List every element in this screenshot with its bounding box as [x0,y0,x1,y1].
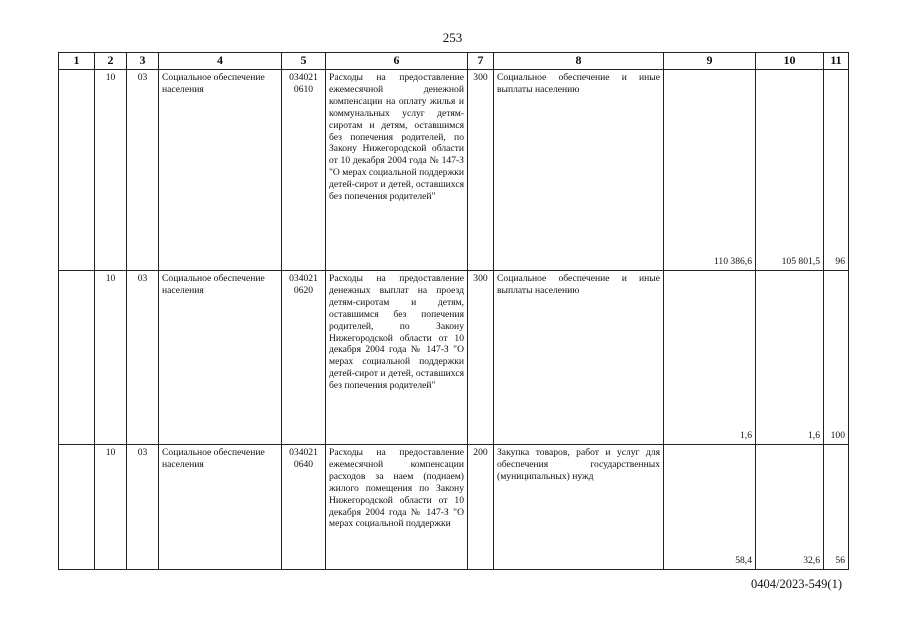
cell-percent: 56 [824,445,849,570]
cell-expense-code: 300 [468,70,494,271]
header-col-10: 10 [756,53,824,70]
cell-col-1 [59,70,95,271]
cell-target-name-text: Расходы на предоставление ежемесячной компенсации расходов за наем (поднаем) жилого помещения по Закону Нижегородской области от 10 декабря 2004 года № 147-З "О мерах социальной поддержки [329,447,464,530]
cell-section-name: Социальное обеспечение населения [159,70,282,271]
header-col-5: 5 [282,53,326,70]
header-col-8: 8 [494,53,664,70]
cell-actual-amount: 1,6 [756,271,824,445]
cell-target-name: Расходы на предоставление денежных выплат на проезд детям-сиротам и детям, оставшимся без попечения родителей, по Закону Нижегородской области от 10 декабря 2004 года № 147-З "О мерах социальной поддержки детей-сирот и детей, оставшихся без попечения родителей" [326,271,468,445]
page-number: 253 [442,30,463,45]
table-row [59,70,849,271]
cell-planned-amount: 1,6 [664,271,756,445]
cell-subsection: 03 [127,70,159,271]
cell-expense-code: 200 [468,445,494,570]
cell-planned-amount: 58,4 [664,445,756,570]
cell-subsection: 03 [127,445,159,570]
cell-actual-amount: 32,6 [756,445,824,570]
header-col-6: 6 [326,53,468,70]
cell-percent: 96 [824,70,849,271]
header-col-1: 1 [59,53,95,70]
cell-expense-code: 300 [468,271,494,445]
cell-section: 10 [95,445,127,570]
cell-subsection: 03 [127,271,159,445]
table-row [59,271,849,445]
cell-actual-amount: 105 801,5 [756,70,824,271]
table-header-row [59,53,849,70]
cell-target-code: 034021 0620 [282,271,326,445]
cell-target-name: Расходы на предоставление ежемесячной денежной компенсации на оплату жилья и коммунальных услуг детям-сиротам и детям, оставшимся без попечения родителей, по Закону Нижегородской области от 10 декабря 2004 года № 147-З "О мерах социальной поддержки детей-сирот и детей, оставшихся без попечения родителей" [326,70,468,271]
budget-table [58,52,849,570]
header-col-7: 7 [468,53,494,70]
cell-col-1 [59,271,95,445]
cell-target-name [326,445,468,570]
cell-expense-name: Социальное обеспечение и иные выплаты населению [494,271,664,445]
header-col-9: 9 [664,53,756,70]
cell-col-1 [59,445,95,570]
header-col-2: 2 [95,53,127,70]
cell-planned-amount: 110 386,6 [664,70,756,271]
cell-target-code: 034021 0640 [282,445,326,570]
header-col-3: 3 [127,53,159,70]
cell-expense-name: Социальное обеспечение и иные выплаты населению [494,70,664,271]
cell-section-name: Социальное обеспечение населения [159,445,282,570]
cell-percent: 100 [824,271,849,445]
cell-section: 10 [95,271,127,445]
table-row [59,445,849,570]
header-col-11: 11 [824,53,849,70]
cell-target-code: 034021 0610 [282,70,326,271]
document-code: 0404/2023-549(1) [751,577,842,591]
cell-section: 10 [95,70,127,271]
header-col-4: 4 [159,53,282,70]
cell-section-name: Социальное обеспечение населения [159,271,282,445]
cell-expense-name: Закупка товаров, работ и услуг для обеспечения государственных (муниципальных) нужд [494,445,664,570]
